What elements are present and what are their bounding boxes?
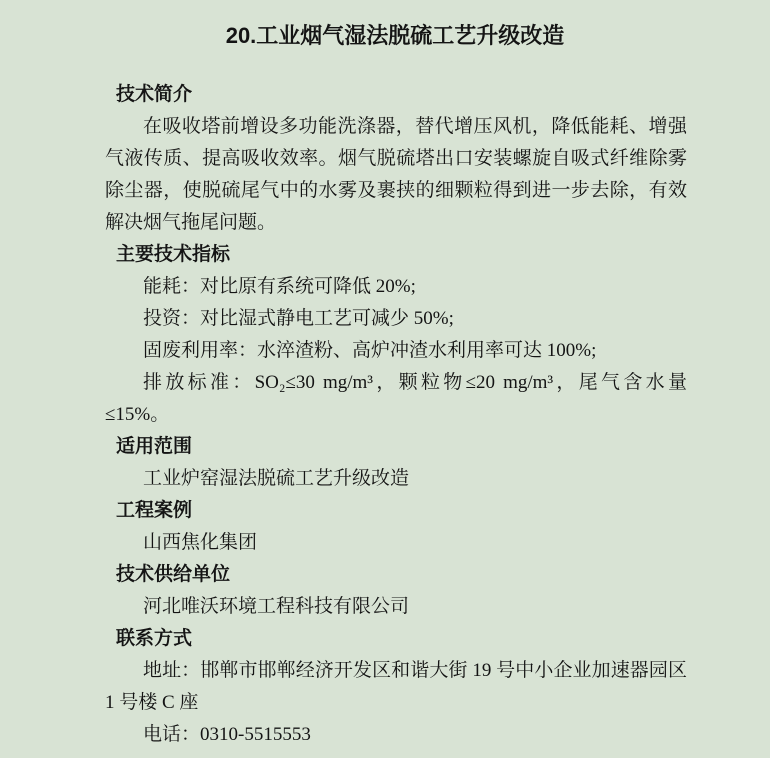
document-title: 20.工业烟气湿法脱硫工艺升级改造 [225, 23, 565, 48]
indicator-solid-waste-utilization: 固废利用率：水淬渣粉、高炉冲渣水利用率可达 100%; [143, 340, 597, 361]
indicator-emission-standard: 排放标准：SO₂≤30 mg/m³，颗粒物≤20 mg/m³，尾气含水量≤15%。 [105, 372, 687, 425]
indicator-energy-consumption: 能耗：对比原有系统可降低 20%; [143, 276, 416, 297]
section-heading-contact: 联系方式 [116, 628, 193, 649]
section-heading-project-case: 工程案例 [116, 500, 193, 521]
section-supplier [105, 559, 687, 623]
application-scope-paragraph: 工业炉窑湿法脱硫工艺升级改造 [143, 468, 410, 489]
section-heading-key-indicators: 主要技术指标 [116, 244, 231, 265]
section-contact [105, 623, 687, 751]
section-tech-intro [105, 79, 687, 239]
indicator-investment: 投资：对比湿式静电工艺可减少 50%; [143, 308, 454, 329]
document-body [105, 79, 687, 751]
section-heading-tech-intro: 技术简介 [116, 84, 193, 105]
contact-address: 地址：邯郸市邯郸经济开发区和谐大街 19 号中小企业加速器园区 1 号楼 C 座 [105, 660, 687, 713]
section-heading-application-scope: 适用范围 [116, 436, 193, 457]
section-heading-supplier: 技术供给单位 [116, 564, 231, 585]
section-key-indicators [105, 239, 687, 431]
tech-intro-paragraph: 在吸收塔前增设多功能洗涤器，替代增压风机，降低能耗、增强气液传质、提高吸收效率。烟气脱硫塔出口安装螺旋自吸式纤维除雾除尘器，使脱硫尾气中的水雾及裹挟的细颗粒得到进一步去除，有效解决烟气拖尾问题。 [105, 116, 687, 233]
contact-phone: 电话：0310-5515553 [143, 724, 311, 745]
supplier-name-paragraph: 河北唯沃环境工程科技有限公司 [143, 596, 410, 617]
section-project-case [105, 495, 687, 559]
project-case-paragraph: 山西焦化集团 [143, 532, 258, 553]
section-application-scope [105, 431, 687, 495]
